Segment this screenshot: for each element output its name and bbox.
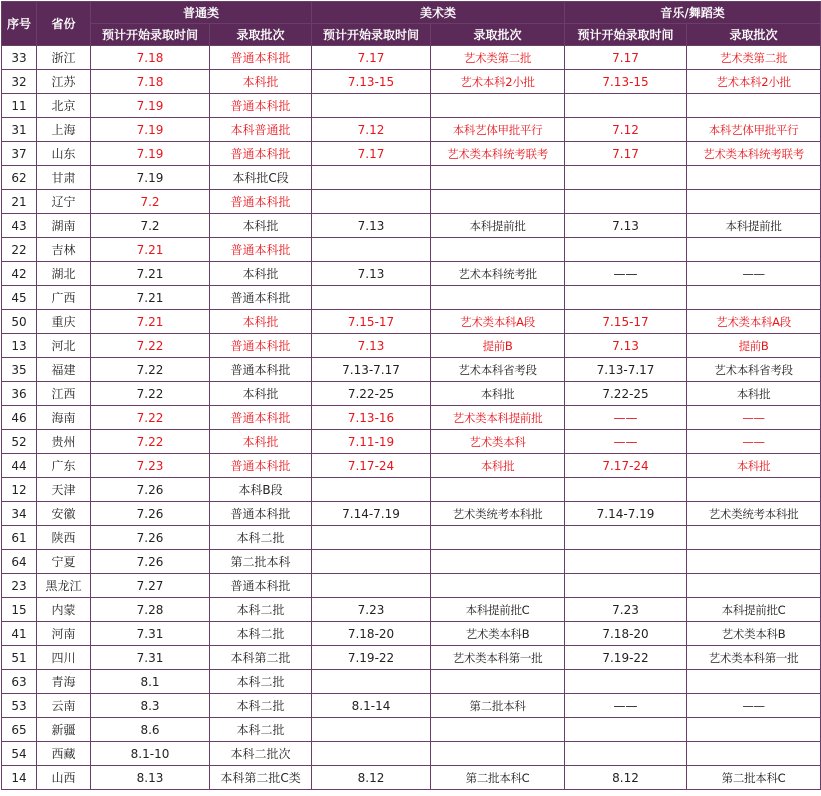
cell-art-start [312,550,431,574]
cell-seq: 62 [2,166,37,190]
cell-province: 广西 [37,286,91,310]
cell-music-start [565,166,687,190]
cell-music-start: 7.12 [565,118,687,142]
cell-general-batch: 本科二批 [210,718,312,742]
cell-art-start: 7.18-20 [312,622,431,646]
cell-province: 安徽 [37,502,91,526]
cell-province: 云南 [37,694,91,718]
cell-province: 四川 [37,646,91,670]
cell-music-start: —— [565,262,687,286]
cell-general-batch: 普通本科批 [210,454,312,478]
cell-art-batch [431,550,565,574]
cell-seq: 46 [2,406,37,430]
cell-music-start [565,550,687,574]
cell-music-start: 7.19-22 [565,646,687,670]
cell-art-batch: 艺术类第二批 [431,46,565,70]
cell-general-batch: 普通本科批 [210,286,312,310]
header-row-sub [2,24,821,46]
cell-music-start [565,670,687,694]
cell-art-batch: 艺术类本科B [431,622,565,646]
cell-music-start [565,574,687,598]
table-body [2,46,821,790]
cell-music-batch: 本科批 [687,454,821,478]
cell-music-start: 7.13 [565,214,687,238]
cell-music-start: 7.13-15 [565,70,687,94]
cell-art-start: 7.19-22 [312,646,431,670]
cell-art-start: 8.1-14 [312,694,431,718]
cell-art-start [312,94,431,118]
cell-general-start: 7.19 [91,166,210,190]
cell-music-start: 7.17-24 [565,454,687,478]
header-general-start: 预计开始录取时间 [91,24,210,46]
cell-general-start: 7.2 [91,190,210,214]
cell-seq: 43 [2,214,37,238]
cell-general-start: 7.21 [91,310,210,334]
table-row [2,358,821,382]
cell-music-batch [687,238,821,262]
cell-general-batch: 普通本科批 [210,46,312,70]
cell-art-start: 7.13-16 [312,406,431,430]
table-row [2,166,821,190]
cell-general-start: 7.21 [91,286,210,310]
table-row [2,238,821,262]
cell-general-start: 8.13 [91,766,210,790]
cell-music-batch: 艺术类第二批 [687,46,821,70]
cell-music-batch: 第二批本科C [687,766,821,790]
cell-seq: 45 [2,286,37,310]
cell-music-batch: 本科艺体甲批平行 [687,118,821,142]
cell-general-start: 7.31 [91,646,210,670]
cell-seq: 50 [2,310,37,334]
cell-seq: 52 [2,430,37,454]
cell-music-batch: 艺术本科省考段 [687,358,821,382]
cell-art-start [312,238,431,262]
table-row [2,214,821,238]
cell-art-batch: 艺术类统考本科批 [431,502,565,526]
cell-general-start: 7.23 [91,454,210,478]
cell-province: 海南 [37,406,91,430]
cell-art-batch: 艺术本科省考段 [431,358,565,382]
cell-art-batch: 艺术本科2小批 [431,70,565,94]
cell-art-batch: 本科批 [431,382,565,406]
cell-music-batch: 艺术类本科统考联考 [687,142,821,166]
cell-music-start: 7.17 [565,46,687,70]
cell-seq: 23 [2,574,37,598]
header-music-start: 预计开始录取时间 [565,24,687,46]
cell-music-start [565,526,687,550]
cell-general-batch: 本科二批 [210,622,312,646]
cell-province: 内蒙 [37,598,91,622]
cell-art-batch [431,478,565,502]
cell-music-start: 7.22-25 [565,382,687,406]
header-row-groups [2,2,821,24]
cell-art-batch [431,190,565,214]
cell-art-batch: 第二批本科C [431,766,565,790]
cell-province: 吉林 [37,238,91,262]
cell-province: 河北 [37,334,91,358]
cell-province: 贵州 [37,430,91,454]
cell-general-batch: 本科二批 [210,526,312,550]
cell-music-batch: —— [687,430,821,454]
cell-art-batch [431,526,565,550]
cell-general-batch: 本科二批 [210,694,312,718]
cell-province: 江苏 [37,70,91,94]
cell-art-batch: 第二批本科 [431,694,565,718]
cell-music-start: —— [565,406,687,430]
table-row [2,550,821,574]
cell-art-batch: 本科提前批 [431,214,565,238]
cell-art-batch [431,742,565,766]
cell-seq: 61 [2,526,37,550]
cell-music-start: —— [565,694,687,718]
cell-general-start: 7.31 [91,622,210,646]
cell-province: 西藏 [37,742,91,766]
cell-province: 湖南 [37,214,91,238]
cell-music-batch: 艺术类统考本科批 [687,502,821,526]
cell-art-start [312,166,431,190]
header-general-batch: 录取批次 [210,24,312,46]
table-row [2,454,821,478]
header-group-art: 美术类 [312,2,565,24]
cell-province: 福建 [37,358,91,382]
cell-general-batch: 普通本科批 [210,574,312,598]
header-group-music: 音乐/舞蹈类 [565,2,821,24]
cell-general-batch: 本科二批 [210,670,312,694]
cell-art-batch [431,166,565,190]
table-row [2,646,821,670]
cell-seq: 53 [2,694,37,718]
cell-art-start [312,742,431,766]
cell-art-batch: 艺术本科统考批 [431,262,565,286]
cell-general-start: 7.22 [91,430,210,454]
cell-province: 陕西 [37,526,91,550]
cell-music-batch: 艺术类本科B [687,622,821,646]
cell-general-batch: 本科第二批 [210,646,312,670]
cell-seq: 32 [2,70,37,94]
table-row [2,286,821,310]
cell-art-start: 7.22-25 [312,382,431,406]
cell-art-start [312,670,431,694]
cell-art-start: 7.14-7.19 [312,502,431,526]
cell-art-batch: 本科批 [431,454,565,478]
cell-province: 河南 [37,622,91,646]
cell-general-batch: 普通本科批 [210,238,312,262]
cell-general-batch: 普通本科批 [210,358,312,382]
table-row [2,718,821,742]
cell-province: 甘肃 [37,166,91,190]
cell-province: 湖北 [37,262,91,286]
cell-music-start: —— [565,430,687,454]
cell-art-batch: 艺术类本科A段 [431,310,565,334]
cell-art-batch: 提前B [431,334,565,358]
cell-general-start: 7.19 [91,118,210,142]
cell-seq: 37 [2,142,37,166]
table-row [2,622,821,646]
cell-music-batch [687,550,821,574]
cell-art-start [312,478,431,502]
cell-seq: 11 [2,94,37,118]
cell-music-batch: 本科批 [687,382,821,406]
cell-general-batch: 本科批 [210,430,312,454]
table-row [2,310,821,334]
cell-general-batch: 本科批 [210,310,312,334]
header-art-batch: 录取批次 [431,24,565,46]
cell-art-batch: 本科提前批C [431,598,565,622]
cell-music-batch [687,166,821,190]
cell-art-start [312,718,431,742]
cell-seq: 31 [2,118,37,142]
cell-general-start: 7.19 [91,142,210,166]
table-row [2,574,821,598]
cell-seq: 63 [2,670,37,694]
cell-music-start: 7.13 [565,334,687,358]
cell-music-start [565,94,687,118]
cell-province: 宁夏 [37,550,91,574]
cell-music-start [565,742,687,766]
cell-seq: 14 [2,766,37,790]
cell-general-batch: 普通本科批 [210,94,312,118]
cell-general-start: 8.3 [91,694,210,718]
cell-general-batch: 普通本科批 [210,502,312,526]
table-row [2,262,821,286]
cell-music-start [565,286,687,310]
cell-art-start: 7.17-24 [312,454,431,478]
cell-province: 浙江 [37,46,91,70]
header-music-batch: 录取批次 [687,24,821,46]
cell-music-batch: —— [687,694,821,718]
header-group-general: 普通类 [91,2,312,24]
cell-general-batch: 本科第二批C类 [210,766,312,790]
table-row [2,742,821,766]
cell-province: 山西 [37,766,91,790]
table-row [2,190,821,214]
cell-art-batch: 本科艺体甲批平行 [431,118,565,142]
cell-art-start: 7.13 [312,214,431,238]
table-row [2,94,821,118]
cell-music-batch [687,742,821,766]
cell-province: 天津 [37,478,91,502]
cell-music-batch: 本科提前批 [687,214,821,238]
cell-art-batch [431,574,565,598]
cell-art-start: 7.15-17 [312,310,431,334]
cell-general-start: 7.26 [91,478,210,502]
cell-general-start: 7.28 [91,598,210,622]
cell-seq: 33 [2,46,37,70]
table-row [2,766,821,790]
cell-music-start: 7.13-7.17 [565,358,687,382]
cell-province: 辽宁 [37,190,91,214]
cell-seq: 35 [2,358,37,382]
cell-music-start [565,718,687,742]
cell-seq: 12 [2,478,37,502]
cell-province: 广东 [37,454,91,478]
cell-general-start: 7.26 [91,550,210,574]
cell-music-start [565,238,687,262]
cell-seq: 44 [2,454,37,478]
cell-music-batch [687,670,821,694]
cell-general-start: 7.27 [91,574,210,598]
cell-general-start: 7.21 [91,238,210,262]
cell-province: 江西 [37,382,91,406]
cell-art-start [312,286,431,310]
cell-seq: 41 [2,622,37,646]
cell-general-batch: 本科批 [210,382,312,406]
cell-province: 黑龙江 [37,574,91,598]
cell-general-start: 7.22 [91,358,210,382]
cell-general-batch: 本科批 [210,262,312,286]
cell-general-batch: 本科批 [210,70,312,94]
cell-art-batch [431,286,565,310]
cell-seq: 22 [2,238,37,262]
cell-music-batch: 提前B [687,334,821,358]
cell-music-start: 8.12 [565,766,687,790]
cell-music-start [565,190,687,214]
cell-music-batch [687,478,821,502]
table-row [2,670,821,694]
cell-general-batch: 普通本科批 [210,406,312,430]
cell-music-start: 7.18-20 [565,622,687,646]
table-row [2,142,821,166]
table-row [2,46,821,70]
cell-music-start: 7.17 [565,142,687,166]
cell-general-start: 8.1 [91,670,210,694]
cell-province: 北京 [37,94,91,118]
cell-music-batch: 艺术类本科第一批 [687,646,821,670]
cell-art-start: 7.23 [312,598,431,622]
cell-seq: 65 [2,718,37,742]
table-row [2,406,821,430]
cell-music-start [565,478,687,502]
cell-music-batch: 艺术类本科A段 [687,310,821,334]
cell-art-start: 7.13 [312,262,431,286]
cell-art-start: 7.17 [312,142,431,166]
cell-seq: 21 [2,190,37,214]
header-province: 省份 [37,2,91,46]
table-row [2,382,821,406]
cell-province: 重庆 [37,310,91,334]
cell-general-start: 8.1-10 [91,742,210,766]
cell-general-batch: 本科二批次 [210,742,312,766]
cell-general-batch: 本科普通批 [210,118,312,142]
cell-general-batch: 本科批C段 [210,166,312,190]
cell-art-batch [431,94,565,118]
cell-art-batch: 艺术类本科提前批 [431,406,565,430]
cell-province: 青海 [37,670,91,694]
cell-seq: 51 [2,646,37,670]
cell-general-start: 7.18 [91,46,210,70]
cell-general-start: 7.22 [91,382,210,406]
table-row [2,70,821,94]
cell-music-start: 7.23 [565,598,687,622]
cell-art-start [312,526,431,550]
cell-music-batch [687,718,821,742]
table-row [2,334,821,358]
cell-music-batch: 本科提前批C [687,598,821,622]
cell-music-batch [687,190,821,214]
table-row [2,478,821,502]
cell-general-start: 7.18 [91,70,210,94]
cell-general-start: 7.2 [91,214,210,238]
cell-seq: 34 [2,502,37,526]
cell-seq: 15 [2,598,37,622]
cell-general-start: 7.21 [91,262,210,286]
cell-general-batch: 普通本科批 [210,142,312,166]
cell-art-batch [431,718,565,742]
cell-general-batch: 本科二批 [210,598,312,622]
cell-general-start: 7.26 [91,526,210,550]
cell-seq: 42 [2,262,37,286]
cell-music-batch [687,94,821,118]
cell-art-start [312,574,431,598]
cell-general-batch: 本科批 [210,214,312,238]
cell-art-batch [431,238,565,262]
table-row [2,430,821,454]
cell-seq: 13 [2,334,37,358]
cell-general-start: 8.6 [91,718,210,742]
table-row [2,118,821,142]
table-row [2,598,821,622]
table-row [2,502,821,526]
cell-art-batch [431,670,565,694]
cell-general-batch: 普通本科批 [210,334,312,358]
cell-seq: 54 [2,742,37,766]
cell-seq: 36 [2,382,37,406]
cell-art-start: 7.13 [312,334,431,358]
cell-province: 新疆 [37,718,91,742]
cell-music-start: 7.15-17 [565,310,687,334]
table-row [2,526,821,550]
cell-art-start: 8.12 [312,766,431,790]
cell-music-start: 7.14-7.19 [565,502,687,526]
admission-schedule-table [1,1,821,790]
cell-art-batch: 艺术类本科统考联考 [431,142,565,166]
cell-music-batch [687,286,821,310]
cell-art-start [312,190,431,214]
cell-seq: 64 [2,550,37,574]
cell-art-start: 7.13-15 [312,70,431,94]
cell-art-start: 7.17 [312,46,431,70]
cell-music-batch: 艺术本科2小批 [687,70,821,94]
cell-general-start: 7.22 [91,406,210,430]
cell-music-batch: —— [687,262,821,286]
table-row [2,694,821,718]
cell-art-batch: 艺术类本科第一批 [431,646,565,670]
header-art-start: 预计开始录取时间 [312,24,431,46]
cell-general-start: 7.22 [91,334,210,358]
cell-art-start: 7.12 [312,118,431,142]
cell-general-start: 7.26 [91,502,210,526]
cell-province: 山东 [37,142,91,166]
cell-general-batch: 第二批本科 [210,550,312,574]
cell-music-batch [687,574,821,598]
cell-general-batch: 本科B段 [210,478,312,502]
header-seq: 序号 [2,2,37,46]
cell-general-start: 7.19 [91,94,210,118]
cell-province: 上海 [37,118,91,142]
cell-art-start: 7.13-7.17 [312,358,431,382]
cell-general-batch: 普通本科批 [210,190,312,214]
cell-art-start: 7.11-19 [312,430,431,454]
cell-art-batch: 艺术类本科 [431,430,565,454]
cell-music-batch [687,526,821,550]
cell-music-batch: —— [687,406,821,430]
